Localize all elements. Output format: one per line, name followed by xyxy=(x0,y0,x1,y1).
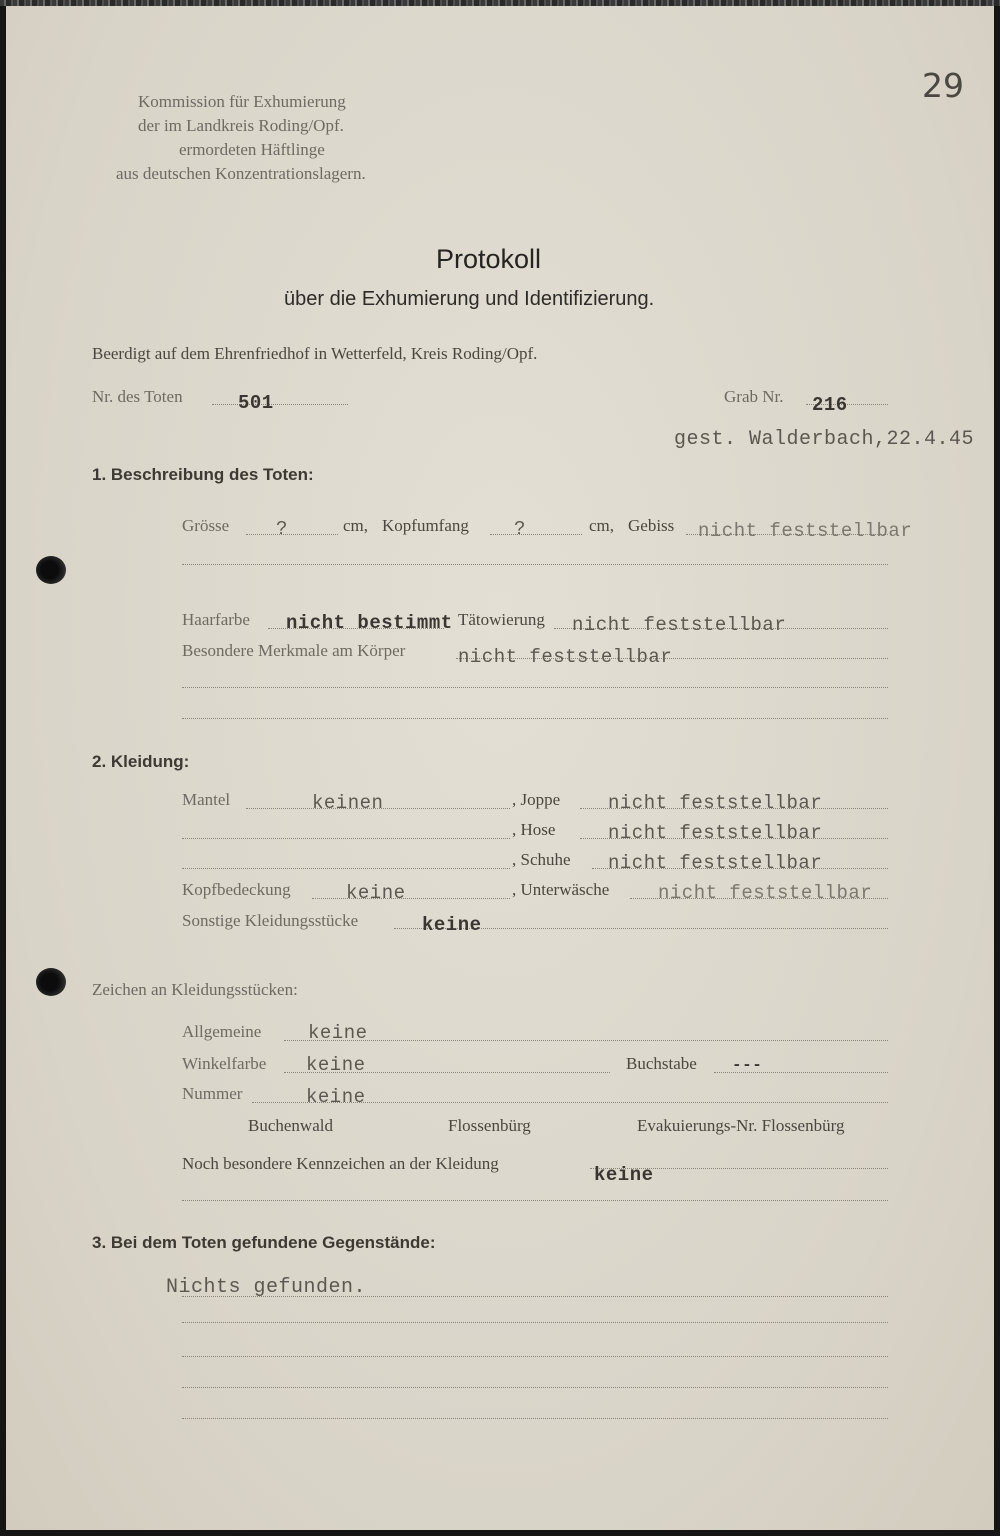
schuhe-value: nicht feststellbar xyxy=(608,852,823,874)
hose-label-text: Hose xyxy=(520,820,556,839)
groesse-line xyxy=(246,534,338,535)
kopfbedeckung-line xyxy=(312,898,510,899)
hose-label: , Hose xyxy=(512,820,556,839)
zeichen-heading: Zeichen an Kleidungsstücken: xyxy=(92,980,298,999)
blank-line xyxy=(182,1387,888,1388)
camp-buchenwald: Buchenwald xyxy=(248,1116,333,1135)
kennzeichen-value: keine xyxy=(594,1164,654,1186)
camp-evakuierung: Evakuierungs-Nr. Flossenbürg xyxy=(637,1116,845,1135)
allgemeine-label: Allgemeine xyxy=(182,1022,262,1041)
allgemeine-line xyxy=(284,1040,888,1041)
blank-line xyxy=(182,1418,888,1419)
section-1-heading: 1. Beschreibung des Toten: xyxy=(92,465,314,484)
unterwaesche-label: , Unterwäsche xyxy=(512,880,610,899)
winkelfarbe-value: keine xyxy=(306,1054,366,1076)
found-items-value: Nichts gefunden. xyxy=(166,1276,367,1299)
page-subtitle: über die Exhumierung und Identifizierung. xyxy=(284,288,655,310)
nr-toten-line xyxy=(212,404,348,405)
grab-label: Grab Nr. xyxy=(724,387,784,406)
kopfumfang-value: ? xyxy=(514,518,526,540)
page-number: 29 xyxy=(922,66,964,105)
nr-toten-label: Nr. des Toten xyxy=(92,387,183,406)
page-title: Protokoll xyxy=(436,244,542,274)
nr-toten-value: 501 xyxy=(238,392,274,414)
punch-hole-icon xyxy=(36,968,66,996)
blank-line xyxy=(182,564,888,565)
section-3-heading: 3. Bei dem Toten gefundene Gegenstände: xyxy=(92,1233,436,1252)
camp-flossenbuerg: Flossenbürg xyxy=(448,1116,531,1135)
commission-line-4: aus deutschen Konzentrationslagern. xyxy=(116,164,366,183)
merkmale-value: nicht feststellbar xyxy=(458,646,673,668)
taetowierung-label: Tätowierung xyxy=(458,610,545,629)
joppe-label: , Joppe xyxy=(512,790,561,809)
kopfbedeckung-value: keine xyxy=(346,882,406,904)
buchstabe-label: Buchstabe xyxy=(626,1054,697,1073)
death-note: gest. Walderbach,22.4.45 xyxy=(674,428,975,451)
taetowierung-value: nicht feststellbar xyxy=(572,614,787,636)
blank-line xyxy=(182,1356,888,1357)
blank-line xyxy=(182,838,510,839)
blank-line xyxy=(182,718,888,719)
hose-value: nicht feststellbar xyxy=(608,822,823,844)
section-2-heading: 2. Kleidung: xyxy=(92,752,190,771)
groesse-value: ? xyxy=(276,518,288,540)
joppe-value: nicht feststellbar xyxy=(608,792,823,814)
gebiss-label: Gebiss xyxy=(628,516,675,535)
mantel-value: keinen xyxy=(312,792,384,814)
document-page xyxy=(6,6,994,1530)
gebiss-value: nicht feststellbar xyxy=(698,520,913,542)
winkelfarbe-label: Winkelfarbe xyxy=(182,1054,267,1073)
haarfarbe-value: nicht bestimmt xyxy=(286,612,453,634)
haarfarbe-label: Haarfarbe xyxy=(182,610,250,629)
buchstabe-value: --- xyxy=(732,1056,763,1074)
kopfumfang-label: Kopfumfang xyxy=(382,516,469,535)
sonstige-label: Sonstige Kleidungsstücke xyxy=(182,911,359,930)
commission-line-2: der im Landkreis Roding/Opf. xyxy=(138,116,344,135)
punch-hole-icon xyxy=(36,556,66,584)
sonstige-value: keine xyxy=(422,914,482,936)
blank-line xyxy=(182,1200,888,1201)
grab-value: 216 xyxy=(812,394,848,416)
schuhe-label: , Schuhe xyxy=(512,850,571,869)
commission-line-3: ermordeten Häftlinge xyxy=(179,140,325,159)
buried-line: Beerdigt auf dem Ehrenfriedhof in Wetterfeld, Kreis Roding/Opf. xyxy=(92,344,538,363)
schuhe-label-text: Schuhe xyxy=(520,850,571,869)
kopfumfang-line xyxy=(490,534,582,535)
kopfbedeckung-label: Kopfbedeckung xyxy=(182,880,291,899)
kennzeichen-label: Noch besondere Kennzeichen an der Kleidung xyxy=(182,1154,499,1173)
mantel-label: Mantel xyxy=(182,790,231,809)
blank-line xyxy=(182,687,888,688)
unterwaesche-value: nicht feststellbar xyxy=(658,882,873,904)
joppe-label-text: Joppe xyxy=(520,790,561,809)
cm-unit-2: cm, xyxy=(589,516,615,535)
blank-line xyxy=(182,868,510,869)
commission-line-1: Kommission für Exhumierung xyxy=(138,92,346,111)
nummer-value: keine xyxy=(306,1086,366,1108)
allgemeine-value: keine xyxy=(308,1022,368,1044)
merkmale-label: Besondere Merkmale am Körper xyxy=(182,641,406,660)
groesse-label: Grösse xyxy=(182,516,230,535)
cm-unit-1: cm, xyxy=(343,516,369,535)
nummer-label: Nummer xyxy=(182,1084,243,1103)
unterwaesche-label-text: Unterwäsche xyxy=(520,880,610,899)
blank-line xyxy=(182,1322,888,1323)
